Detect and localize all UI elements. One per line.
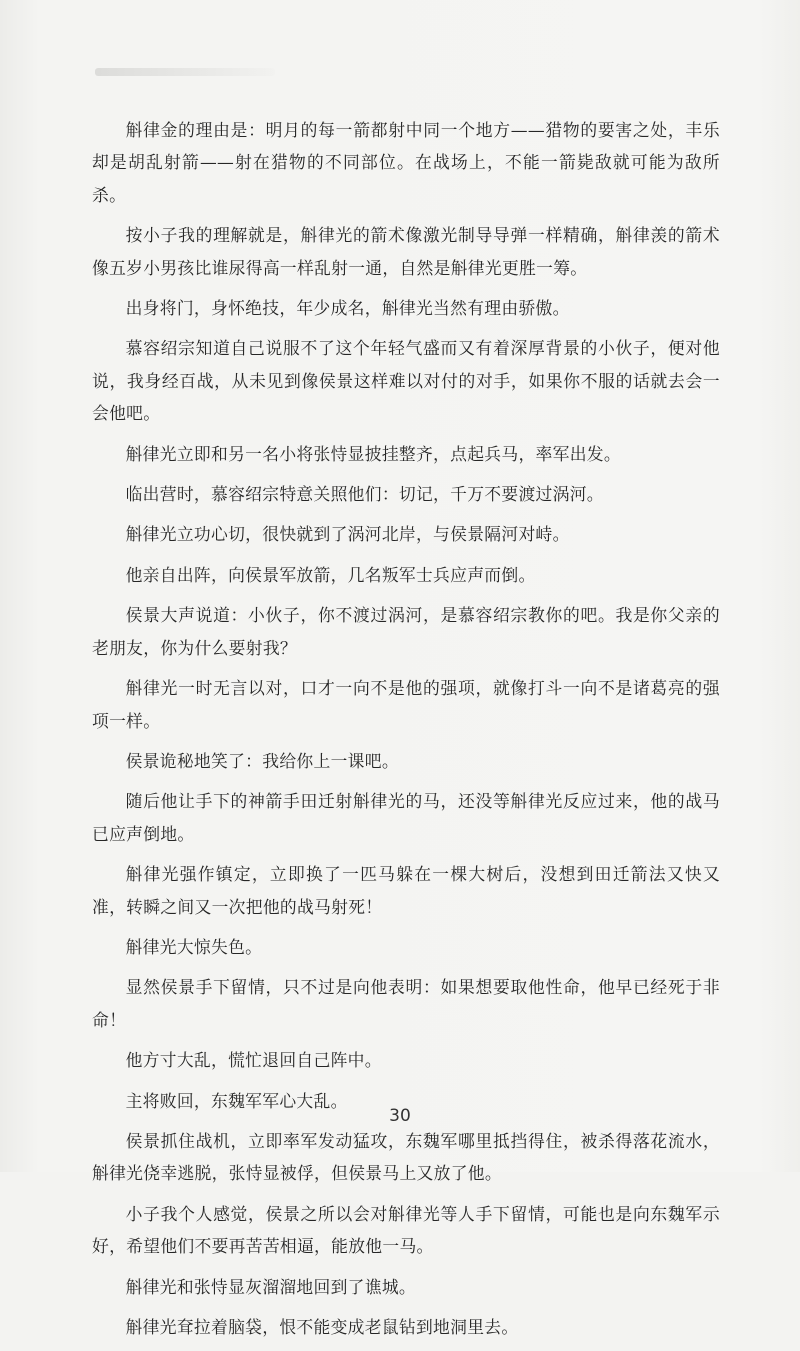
paragraph: 出身将门，身怀绝技，年少成名，斛律光当然有理由骄傲。 xyxy=(125,298,570,319)
paragraph: 按小子我的理解就是，斛律光的箭术像激光制导导弹一样精确，斛律羡的箭术像五岁小男孩比谁尿得高一样乱射一通，自然是斛律光更胜一筹。 xyxy=(92,225,720,278)
paragraph: 斛律光立即和另一名小将张恃显披挂整齐，点起兵马，率军出发。 xyxy=(125,443,621,464)
paragraph: 他方寸大乱，慌忙退回自己阵中。 xyxy=(125,1050,382,1071)
paragraph: 斛律光一时无言以对，口才一向不是他的强项，就像打斗一向不是诸葛亮的强项一样。 xyxy=(92,678,720,731)
paragraph: 斛律光立功心切，很快就到了涡河北岸，与侯景隔河对峙。 xyxy=(125,524,570,545)
paragraph: 侯景大声说道：小伙子，你不渡过涡河，是慕容绍宗教你的吧。我是你父亲的老朋友，你为什么要射我？ xyxy=(92,605,720,658)
paragraph: 他亲自出阵，向侯景军放箭，几名叛军士兵应声而倒。 xyxy=(125,564,536,585)
paragraph: 斛律光耷拉着脑袋，恨不能变成老鼠钻到地洞里去。 xyxy=(125,1317,519,1337)
paragraph: 斛律金的理由是：明月的每一箭都射中同一个地方——猎物的要害之处，丰乐却是胡乱射箭——射在猎物的不同部位。在战场上，不能一箭毙敌就可能为敌所杀。 xyxy=(92,120,720,205)
paragraph: 慕容绍宗知道自己说服不了这个年轻气盛而又有着深厚背景的小伙子，便对他说，我身经百战，从未见到像侯景这样难以对付的对手，如果你不服的话就去会一会他吧。 xyxy=(92,338,720,424)
paragraph: 斛律光强作镇定，立即换了一匹马躲在一棵大树后，没想到田迁箭法又快又准，转瞬之间又一次把他的战马射死！ xyxy=(92,864,720,917)
paragraph: 斛律光大惊失色。 xyxy=(125,936,263,957)
paragraph: 斛律光和张恃显灰溜溜地回到了谯城。 xyxy=(125,1276,416,1297)
body-text xyxy=(92,114,720,1351)
paragraph: 小子我个人感觉，侯景之所以会对斛律光等人手下留情，可能也是向东魏军示好，希望他们不要再苦苦相逼，能放他一马。 xyxy=(92,1203,720,1257)
paragraph: 侯景抓住战机，立即率军发动猛攻，东魏军哪里抵挡得住，被杀得落花流水，斛律光侥幸逃脱，张恃显被俘，但侯景马上又放了他。 xyxy=(92,1130,720,1184)
paragraph: 显然侯景手下留情，只不过是向他表明：如果想要取他性命，他早已经死于非命！ xyxy=(92,977,720,1030)
paragraph: 随后他让手下的神箭手田迁射斛律光的马，还没等斛律光反应过来，他的战马已应声倒地。 xyxy=(92,791,720,844)
paragraph: 临出营时，慕容绍宗特意关照他们：切记，千万不要渡过涡河。 xyxy=(125,484,604,505)
page-number: 30 xyxy=(389,1106,411,1126)
faded-header-mark xyxy=(95,68,275,76)
paragraph: 主将败回，东魏军军心大乱。 xyxy=(125,1090,348,1111)
paragraph: 侯景诡秘地笑了：我给你上一课吧。 xyxy=(125,750,399,771)
